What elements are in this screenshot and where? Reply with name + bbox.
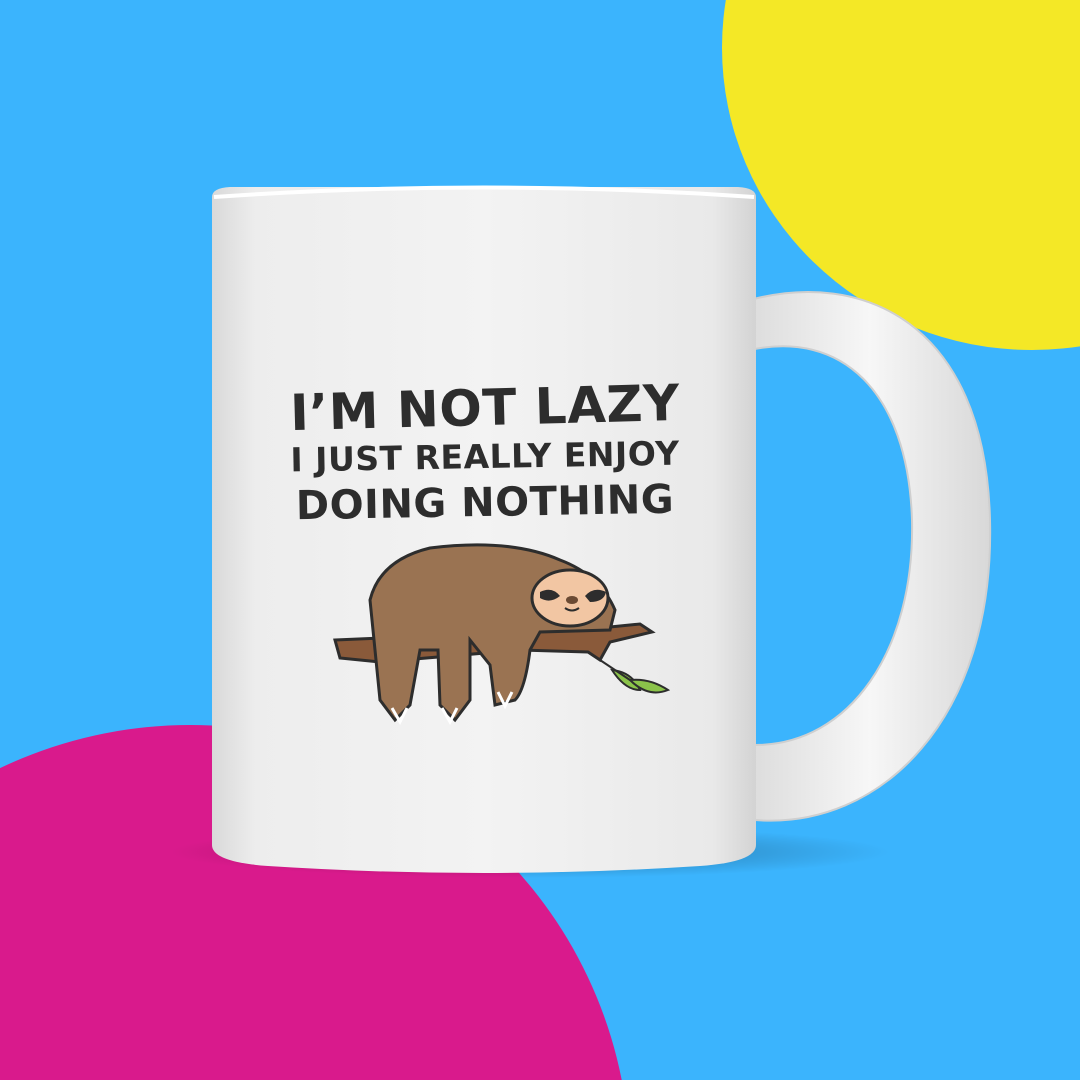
mug-slogan [215, 373, 755, 530]
slogan-line-1: I’M NOT LAZY [289, 373, 681, 443]
slogan-line-2: I JUST REALLY ENJOY [290, 433, 680, 480]
slogan-line-3: DOING NOTHING [295, 476, 675, 530]
sloth-nose [566, 596, 578, 604]
mug-handle [750, 292, 990, 821]
